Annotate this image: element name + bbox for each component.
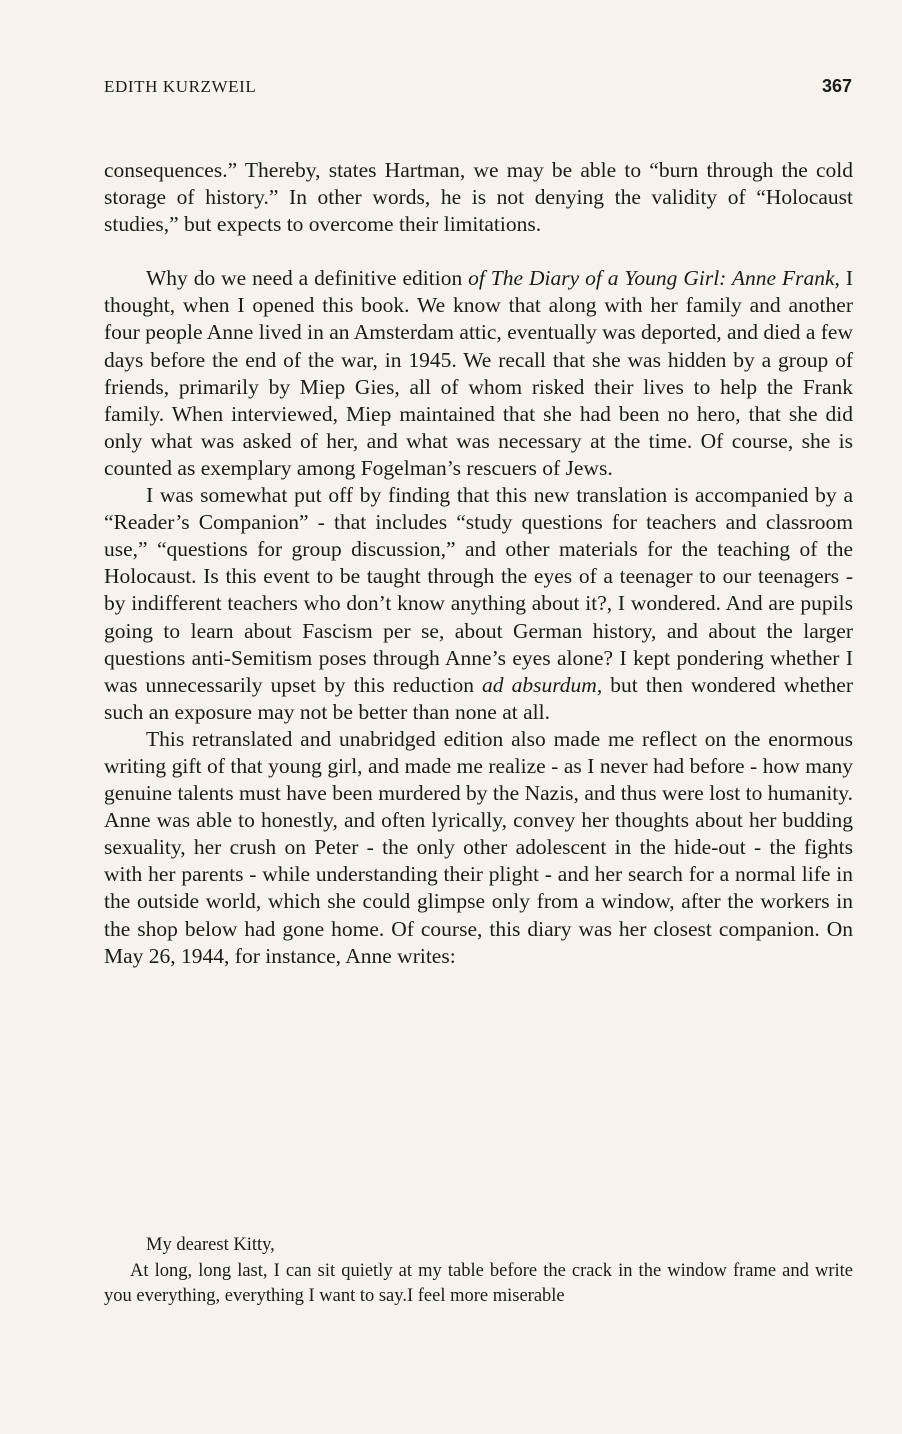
paragraph-text: , I thought, when I opened this book. We know that along with her family and another four people Anne lived in an Amsterdam attic, eventually was deported, and died a few days before the end of the war, in 1945. We recall that she was hidden by a group of friends, primarily by Miep Gies, all of whom risked their lives to help the Frank family. When interviewed, Miep maintained that she had been no hero, that she did only what was asked of her, and what was necessary at the time. Of course, she is counted as exemplary among Fogelman’s rescuers of Jews. (104, 266, 853, 480)
paragraph-continued: consequences.” Thereby, states Hartman, we may be able to “burn through the cold storage of history.” In other words, he is not denying the validity of “Holocaust studies,” but expects to overcome their limitations. (104, 158, 853, 237)
paragraph-text: Why do we need a definitive edition (146, 266, 469, 291)
quote-text: At long, long last, I can sit quietly at my table before the crack in the window frame and write you everything, everything I want to say.I feel more miserable (104, 1260, 853, 1306)
quote-salutation: My dearest Kitty, (146, 1235, 275, 1255)
paragraph-text: I was somewhat put off by finding that this new translation is accompanied by a “Reader’s Companion” - that includes “study questions for teachers and classroom use,” “questions for group discussion,” and other materials for the teaching of the Holocaust. Is this event to be taught through the eyes of a teenager to our teenagers - by indifferent teachers who don’t know anything about it?, I wondered. And are pupils going to learn about Fascism per se, about German history, and about the larger questions anti-Semitism poses through Anne’s eyes alone? I kept pondering whether I was unnecessarily upset by this reduction (104, 483, 853, 697)
body-text (104, 157, 853, 970)
page-number: 367 (821, 76, 852, 96)
paragraph-diary-edition (104, 265, 853, 482)
block-quote (104, 1233, 853, 1310)
book-title: of The Diary of a Young Girl: Anne Frank (468, 266, 835, 291)
paragraph-readers-companion (104, 482, 853, 726)
running-head (104, 77, 852, 101)
running-head-author: EDITH KURZWEIL (104, 77, 257, 96)
paragraph-text: but then wondered whether such an exposure may not be better than none at all. (104, 672, 853, 724)
latin-phrase: ad absurdum, (482, 672, 603, 697)
paragraph-retranslated-edition: This retranslated and unabridged edition also made me reflect on the enormous writing gift of that young girl, and made me realize - as I never had before - how many genuine talents must have been murdered by the Nazis, and thus were lost to humanity. Anne was able to honestly, and often lyrically, convey her thoughts about her budding sexuality, her crush on Peter - the only other adolescent in the hide-out - the fights with her parents - while understanding their plight - and her search for a normal life in the outside world, which she could glimpse only from a window, after the workers in the shop below had gone home. Of course, this diary was her closest companion. On May 26, 1944, for instance, Anne writes: (104, 726, 853, 968)
